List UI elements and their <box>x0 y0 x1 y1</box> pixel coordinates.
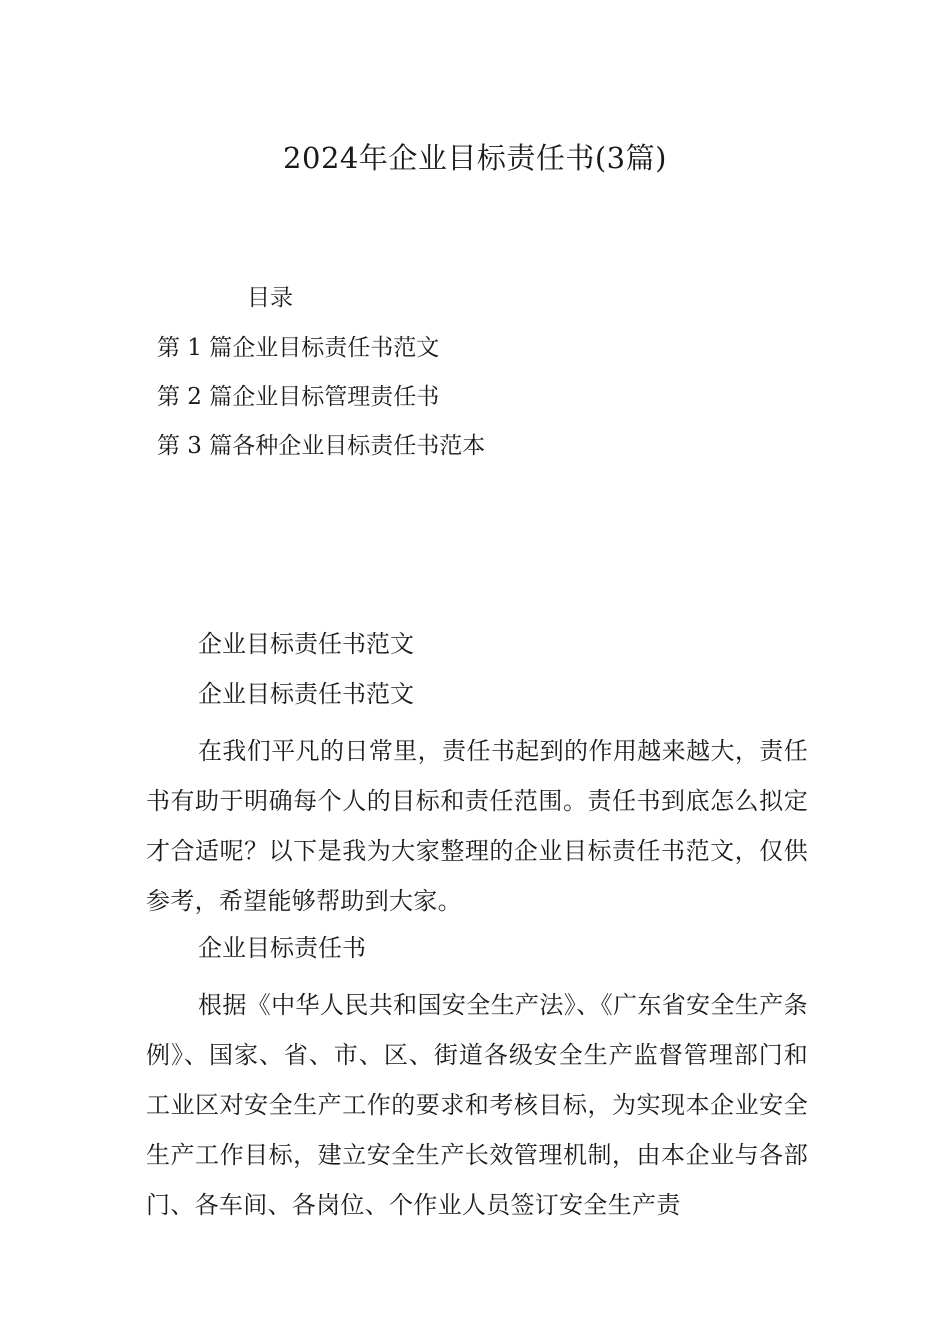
document-title: 2024年企业目标责任书(3篇) <box>283 141 667 175</box>
body-paragraph: 根据《中华人民共和国安全生产法》、《广东省安全生产条例》、国家、省、市、区、街道各级安全生产监督管理部门和工业区对安全生产工作的要求和考核目标，为实现本企业安全生产工作目标，建立安全生产长效管理机制，由本企业与各部门、各车间、各岗位、个作业人员签订安全生产责 <box>146 991 808 1219</box>
toc-item[interactable]: 第 1 篇企业目标责任书范文 <box>157 335 440 361</box>
toc-item[interactable]: 第 2 篇企业目标管理责任书 <box>157 384 440 410</box>
toc-heading: 目录 <box>247 285 293 311</box>
toc-item[interactable]: 第 3 篇各种企业目标责任书范本 <box>157 433 486 459</box>
table-of-contents <box>157 332 485 479</box>
section-heading: 企业目标责任书范文 <box>198 680 414 708</box>
document-body <box>146 626 808 1230</box>
subheading: 企业目标责任书 <box>198 934 366 962</box>
intro-paragraph: 在我们平凡的日常里，责任书起到的作用越来越大，责任书有助于明确每个人的目标和责任范围。责任书到底怎么拟定才合适呢？以下是我为大家整理的企业目标责任书范文，仅供参考，希望能够帮助到大家。 <box>146 737 808 915</box>
section-heading: 企业目标责任书范文 <box>198 630 414 658</box>
